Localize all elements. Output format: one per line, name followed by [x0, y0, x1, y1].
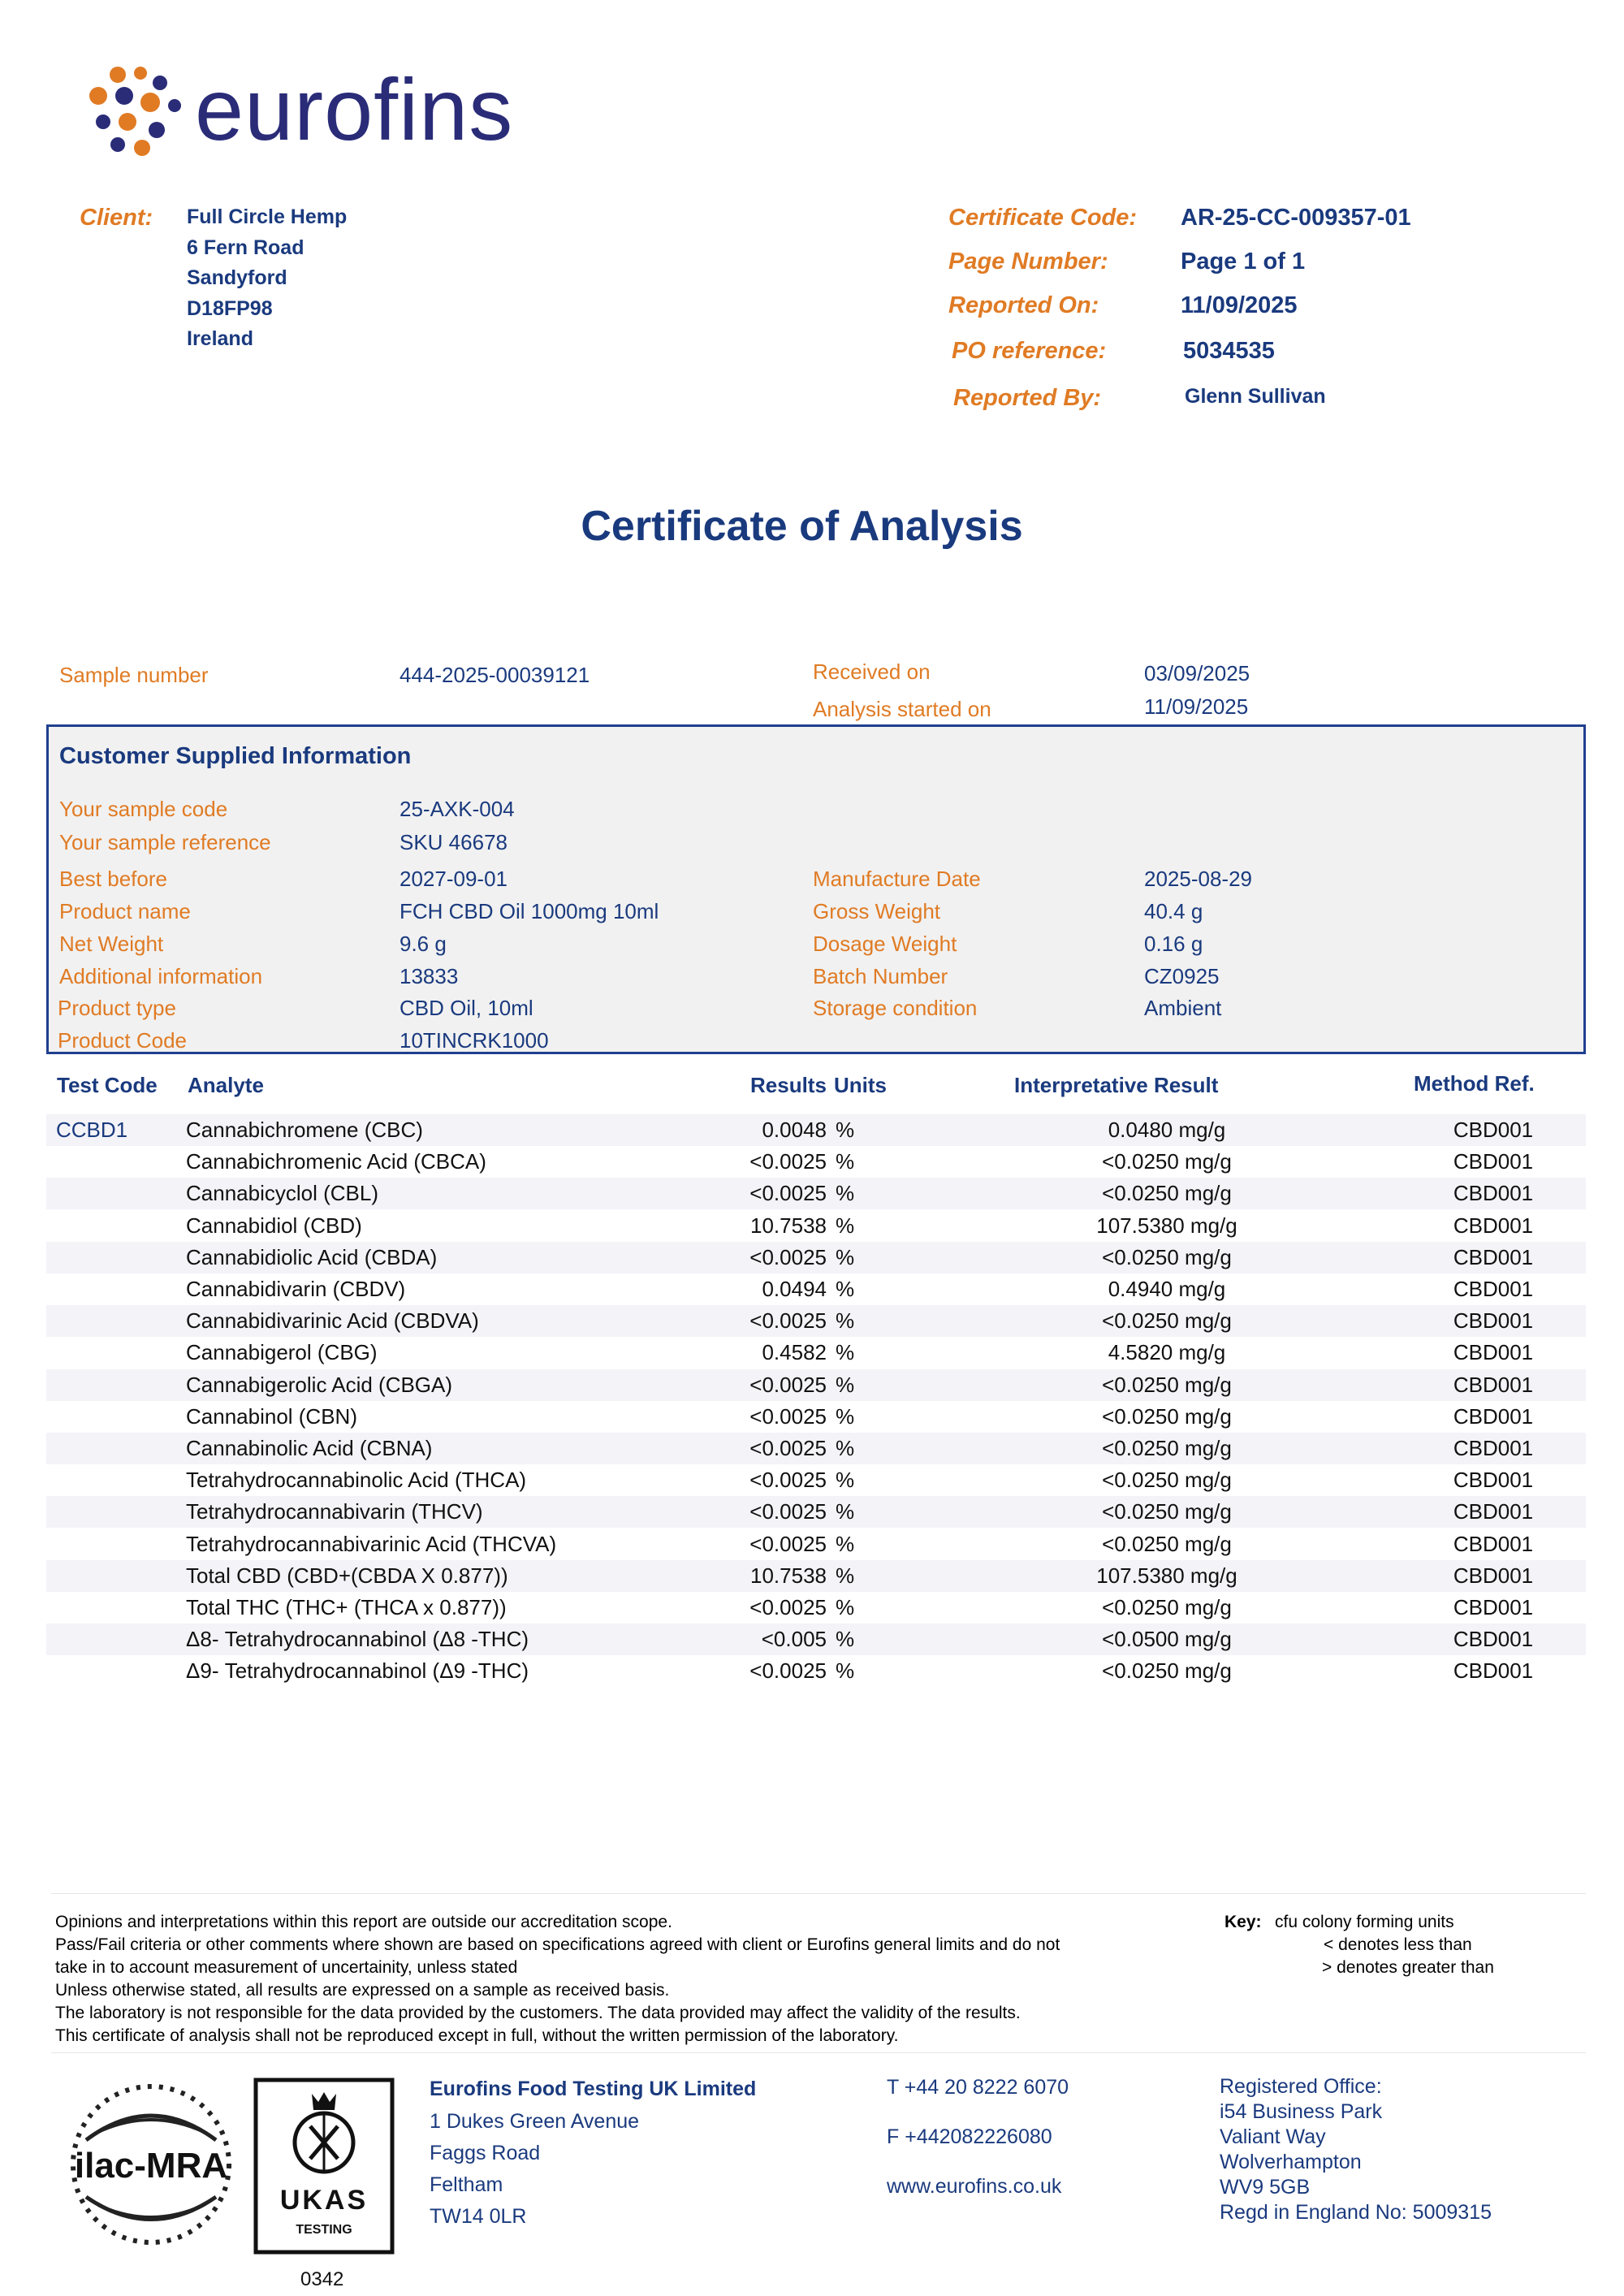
- result-cell: 0.4582: [762, 1340, 827, 1365]
- method-cell: CBD001: [1453, 1181, 1534, 1206]
- table-row: [46, 1305, 1586, 1337]
- interpretative-cell: <0.0250 mg/g: [1102, 1149, 1232, 1174]
- result-cell: <0.0025: [749, 1468, 827, 1493]
- ukas-number: 0342: [300, 2268, 344, 2290]
- product-type-value: CBD Oil, 10ml: [400, 996, 533, 1020]
- col-test-code: Test Code: [57, 1073, 158, 1097]
- product-code-value: 10TINCRK1000: [400, 1028, 549, 1053]
- unit-cell: %: [836, 1403, 855, 1429]
- analyte-cell: Cannabidiol (CBD): [186, 1213, 362, 1238]
- client-line: D18FP98: [187, 296, 273, 320]
- reported-by-value: Glenn Sullivan: [1185, 385, 1326, 408]
- registered-line: Wolverhampton: [1220, 2151, 1362, 2173]
- table-row: [46, 1337, 1586, 1369]
- table-row: [46, 1242, 1586, 1273]
- result-cell: <0.0025: [749, 1595, 827, 1619]
- analyte-cell: Δ8- Tetrahydrocannabinol (Δ8 -THC): [186, 1627, 529, 1652]
- result-cell: <0.0025: [749, 1499, 827, 1524]
- sample-reference-value: SKU 46678: [400, 830, 508, 854]
- ilac-mra-text: ilac-MRA: [74, 2146, 228, 2186]
- unit-cell: %: [836, 1595, 855, 1619]
- page-title: Certificate of Analysis: [581, 503, 1023, 550]
- interpretative-cell: <0.0250 mg/g: [1102, 1308, 1232, 1334]
- analyte-cell: Cannabigerol (CBG): [186, 1340, 378, 1365]
- phone-number: T +44 20 8222 6070: [887, 2076, 1069, 2099]
- eurofins-logo-mark: [85, 63, 191, 161]
- key-cfu: cfu colony forming units: [1275, 1913, 1454, 1931]
- reported-on-label: Reported On:: [948, 292, 1099, 318]
- unit-cell: %: [836, 1658, 855, 1684]
- additional-info-label: Additional information: [59, 964, 263, 988]
- analyte-cell: Cannabinol (CBN): [186, 1403, 357, 1429]
- sample-reference-label: Your sample reference: [59, 830, 271, 854]
- sample-code-label: Your sample code: [59, 797, 228, 821]
- sample-code-value: 25-AXK-004: [400, 797, 515, 821]
- col-results: Results: [750, 1073, 827, 1097]
- table-row: [46, 1655, 1586, 1687]
- col-analyte: Analyte: [188, 1073, 264, 1097]
- gross-weight-value: 40.4 g: [1144, 899, 1203, 923]
- gross-weight-label: Gross Weight: [813, 899, 941, 923]
- interpretative-cell: <0.0250 mg/g: [1102, 1436, 1232, 1460]
- result-cell: <0.0025: [749, 1308, 827, 1334]
- result-cell: <0.0025: [749, 1403, 827, 1429]
- ukas-text: UKAS: [279, 2185, 369, 2216]
- unit-cell: %: [836, 1308, 855, 1334]
- best-before-value: 2027-09-01: [400, 867, 508, 891]
- table-row: [46, 1433, 1586, 1464]
- method-cell: CBD001: [1453, 1244, 1534, 1269]
- analyte-cell: Cannabidivarin (CBDV): [186, 1277, 406, 1301]
- interpretative-cell: <0.0250 mg/g: [1102, 1244, 1232, 1269]
- result-cell: <0.005: [761, 1627, 827, 1652]
- dosage-weight-label: Dosage Weight: [813, 932, 957, 956]
- page-number-label: Page Number:: [948, 249, 1108, 275]
- ilac-mra-logo: [62, 2075, 240, 2254]
- manufacture-date-value: 2025-08-29: [1144, 867, 1252, 891]
- interpretative-cell: <0.0250 mg/g: [1102, 1658, 1232, 1684]
- result-cell: <0.0025: [749, 1531, 827, 1556]
- client-line: 6 Fern Road: [187, 236, 304, 259]
- table-row: [46, 1146, 1586, 1178]
- interpretative-cell: <0.0250 mg/g: [1102, 1595, 1232, 1619]
- method-cell: CBD001: [1453, 1277, 1534, 1301]
- analyte-cell: Total THC (THC+ (THCA x 0.877)): [186, 1595, 507, 1619]
- client-address: [187, 202, 347, 355]
- result-cell: <0.0025: [749, 1181, 827, 1206]
- interpretative-cell: <0.0250 mg/g: [1102, 1499, 1232, 1524]
- interpretative-cell: 4.5820 mg/g: [1108, 1340, 1226, 1365]
- result-cell: <0.0025: [749, 1436, 827, 1460]
- interpretative-cell: 0.4940 mg/g: [1108, 1277, 1226, 1301]
- address-line: Feltham: [430, 2173, 503, 2196]
- best-before-label: Best before: [59, 867, 167, 891]
- company-address: [430, 2106, 639, 2233]
- footer-note: The laboratory is not responsible for the data provided by the customers. The data provided may affect the validity of the results.: [55, 2004, 1021, 2022]
- product-name-label: Product name: [59, 899, 191, 923]
- registered-line: Valiant Way: [1220, 2125, 1326, 2148]
- table-row: [46, 1114, 1586, 1146]
- fax-number: F +442082226080: [887, 2125, 1052, 2148]
- interpretative-cell: <0.0250 mg/g: [1102, 1403, 1232, 1429]
- po-reference-value: 5034535: [1183, 338, 1275, 364]
- method-cell: CBD001: [1453, 1149, 1534, 1174]
- net-weight-value: 9.6 g: [400, 932, 447, 956]
- interpretative-cell: <0.0250 mg/g: [1102, 1531, 1232, 1556]
- analyte-cell: Cannabidiolic Acid (CBDA): [186, 1244, 438, 1269]
- website-link[interactable]: www.eurofins.co.uk: [887, 2175, 1062, 2198]
- method-cell: CBD001: [1453, 1213, 1534, 1238]
- unit-cell: %: [836, 1499, 855, 1524]
- table-row: [46, 1624, 1586, 1655]
- result-cell: <0.0025: [749, 1658, 827, 1684]
- sample-number-value: 444-2025-00039121: [400, 663, 590, 687]
- unit-cell: %: [836, 1563, 855, 1588]
- eurofins-wordmark: eurofins: [195, 60, 514, 158]
- method-cell: CBD001: [1453, 1563, 1534, 1588]
- unit-cell: %: [836, 1149, 855, 1174]
- page-number-value: Page 1 of 1: [1181, 249, 1306, 275]
- footer-note: Opinions and interpretations within this report are outside our accreditation scope.: [55, 1913, 672, 1931]
- analyte-cell: Tetrahydrocannabinolic Acid (THCA): [186, 1468, 527, 1493]
- additional-info-value: 13833: [400, 964, 459, 988]
- method-cell: CBD001: [1453, 1308, 1534, 1334]
- registered-office: [1220, 2074, 1492, 2225]
- table-row: [46, 1592, 1586, 1624]
- address-line: 1 Dukes Green Avenue: [430, 2110, 640, 2133]
- footer-divider: [51, 2052, 1586, 2053]
- received-on-label: Received on: [813, 659, 931, 684]
- table-row: [46, 1273, 1586, 1305]
- interpretative-cell: <0.0250 mg/g: [1102, 1181, 1232, 1206]
- address-line: TW14 0LR: [430, 2205, 527, 2228]
- result-cell: 10.7538: [750, 1563, 827, 1588]
- dosage-weight-value: 0.16 g: [1144, 932, 1203, 956]
- table-row: [46, 1464, 1586, 1496]
- table-row: [46, 1210, 1586, 1242]
- table-row: [46, 1560, 1586, 1592]
- interpretative-cell: 0.0480 mg/g: [1108, 1118, 1226, 1142]
- method-cell: CBD001: [1453, 1468, 1534, 1493]
- storage-condition-label: Storage condition: [813, 996, 978, 1020]
- result-cell: 0.0494: [762, 1277, 827, 1301]
- unit-cell: %: [836, 1244, 855, 1269]
- client-line: Full Circle Hemp: [187, 205, 348, 228]
- method-cell: CBD001: [1453, 1403, 1534, 1429]
- unit-cell: %: [836, 1436, 855, 1460]
- po-reference-label: PO reference:: [952, 338, 1107, 364]
- analyte-cell: Tetrahydrocannabivarin (THCV): [186, 1499, 483, 1524]
- batch-number-label: Batch Number: [813, 964, 948, 988]
- customer-info-title: Customer Supplied Information: [59, 743, 412, 769]
- method-cell: CBD001: [1453, 1658, 1534, 1684]
- product-name-value: FCH CBD Oil 1000mg 10ml: [400, 899, 659, 923]
- table-row: [46, 1369, 1586, 1401]
- product-code-label: Product Code: [58, 1028, 187, 1053]
- unit-cell: %: [836, 1213, 855, 1238]
- method-cell: CBD001: [1453, 1499, 1534, 1524]
- client-label: Client:: [80, 205, 153, 231]
- registered-line: WV9 5GB: [1220, 2176, 1311, 2199]
- address-line: Faggs Road: [430, 2142, 541, 2164]
- footer-notes: [55, 1911, 1060, 2047]
- col-units: Units: [834, 1073, 887, 1097]
- reported-on-value: 11/09/2025: [1181, 292, 1298, 318]
- analyte-cell: Cannabicyclol (CBL): [186, 1181, 378, 1206]
- method-cell: CBD001: [1453, 1340, 1534, 1365]
- unit-cell: %: [836, 1372, 855, 1397]
- analyte-cell: Cannabichromene (CBC): [186, 1118, 423, 1142]
- registered-line: Registered Office:: [1220, 2075, 1382, 2098]
- interpretative-cell: <0.0500 mg/g: [1102, 1627, 1232, 1652]
- manufacture-date-label: Manufacture Date: [813, 867, 981, 891]
- footer-note: This certificate of analysis shall not be reproduced except in full, without the written permission of the laboratory.: [55, 2026, 899, 2045]
- method-cell: CBD001: [1453, 1436, 1534, 1460]
- table-row: [46, 1529, 1586, 1560]
- ukas-logo: [253, 2078, 395, 2255]
- unit-cell: %: [836, 1627, 855, 1652]
- analyte-cell: Tetrahydrocannabivarinic Acid (THCVA): [186, 1531, 557, 1556]
- product-type-label: Product type: [58, 996, 176, 1020]
- method-cell: CBD001: [1453, 1595, 1534, 1619]
- analyte-cell: Δ9- Tetrahydrocannabinol (Δ9 -THC): [186, 1658, 529, 1684]
- result-cell: 10.7538: [750, 1213, 827, 1238]
- result-cell: <0.0025: [749, 1244, 827, 1269]
- method-cell: CBD001: [1453, 1118, 1534, 1142]
- interpretative-cell: 107.5380 mg/g: [1096, 1213, 1237, 1238]
- analyte-cell: Total CBD (CBD+(CBDA X 0.877)): [186, 1563, 508, 1588]
- interpretative-cell: 107.5380 mg/g: [1096, 1563, 1237, 1588]
- ukas-testing-text: TESTING: [296, 2223, 352, 2237]
- method-cell: CBD001: [1453, 1531, 1534, 1556]
- footer-note: Unless otherwise stated, all results are expressed on a sample as received basis.: [55, 1981, 670, 2000]
- analysis-started-label: Analysis started on: [813, 697, 991, 721]
- received-on-value: 03/09/2025: [1144, 661, 1250, 685]
- method-cell: CBD001: [1453, 1372, 1534, 1397]
- result-cell: 0.0048: [762, 1118, 827, 1142]
- company-name: Eurofins Food Testing UK Limited: [430, 2078, 757, 2100]
- table-row: [46, 1178, 1586, 1209]
- net-weight-label: Net Weight: [59, 932, 164, 956]
- client-line: Ireland: [187, 327, 253, 350]
- unit-cell: %: [836, 1118, 855, 1142]
- key-less-than: < denotes less than: [1324, 1935, 1472, 1954]
- unit-cell: %: [836, 1468, 855, 1493]
- analysis-started-value: 11/09/2025: [1144, 694, 1249, 719]
- key-greater-than: > denotes greater than: [1322, 1958, 1494, 1977]
- interpretative-cell: <0.0250 mg/g: [1102, 1468, 1232, 1493]
- result-cell: <0.0025: [749, 1372, 827, 1397]
- key-label: Key:: [1224, 1913, 1262, 1931]
- certificate-code-value: AR-25-CC-009357-01: [1181, 205, 1411, 231]
- unit-cell: %: [836, 1340, 855, 1365]
- storage-condition-value: Ambient: [1144, 996, 1222, 1020]
- registered-line: i54 Business Park: [1220, 2100, 1383, 2123]
- certificate-code-label: Certificate Code:: [948, 205, 1138, 231]
- sample-number-label: Sample number: [59, 663, 209, 687]
- footer-note: Pass/Fail criteria or other comments where shown are based on specifications agreed with client or Eurofins general limits and do not: [55, 1935, 1060, 1954]
- analyte-cell: Cannabigerolic Acid (CBGA): [186, 1372, 453, 1397]
- analyte-cell: Cannabinolic Acid (CBNA): [186, 1436, 433, 1460]
- registered-line: Regd in England No: 5009315: [1220, 2201, 1492, 2224]
- client-line: Sandyford: [187, 266, 287, 289]
- unit-cell: %: [836, 1181, 855, 1206]
- interpretative-cell: <0.0250 mg/g: [1102, 1372, 1232, 1397]
- analyte-cell: Cannabichromenic Acid (CBCA): [186, 1149, 486, 1174]
- footer-note: take in to account measurement of uncertainity, unless stated: [55, 1958, 518, 1977]
- col-method-ref: Method Ref.: [1414, 1071, 1535, 1096]
- col-interpretative-result: Interpretative Result: [1014, 1073, 1219, 1097]
- analyte-cell: Cannabidivarinic Acid (CBDVA): [186, 1308, 479, 1334]
- unit-cell: %: [836, 1277, 855, 1301]
- footer-divider: [51, 1893, 1586, 1894]
- result-cell: <0.0025: [749, 1149, 827, 1174]
- method-cell: CBD001: [1453, 1627, 1534, 1652]
- table-row: [46, 1496, 1586, 1528]
- table-row: [46, 1401, 1586, 1433]
- unit-cell: %: [836, 1531, 855, 1556]
- test-code-cell: CCBD1: [56, 1118, 128, 1142]
- reported-by-label: Reported By:: [953, 385, 1102, 411]
- batch-number-value: CZ0925: [1144, 964, 1220, 988]
